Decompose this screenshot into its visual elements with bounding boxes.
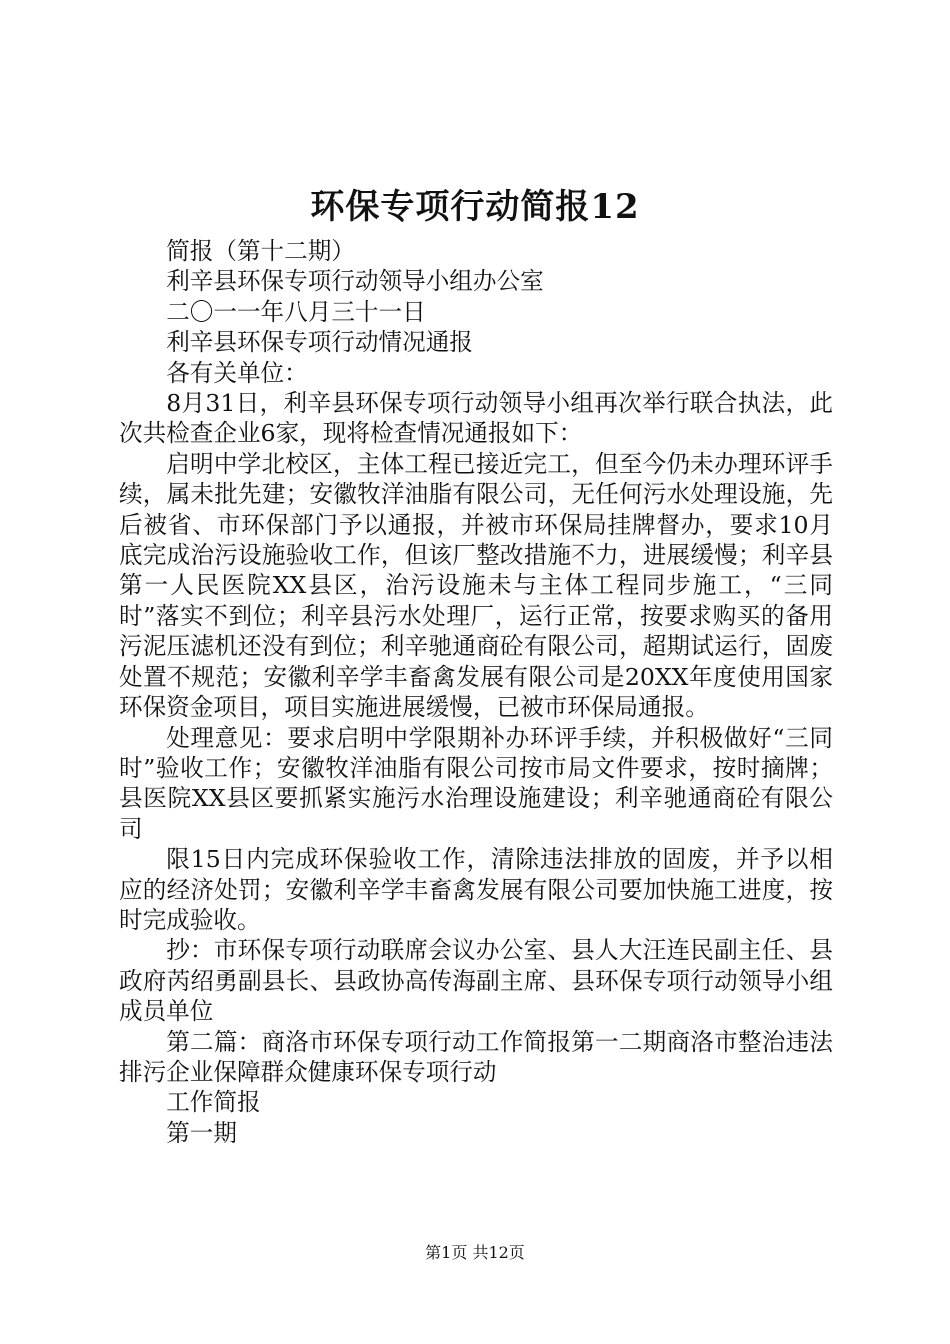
- paragraph: 启明中学北校区，主体工程已接近完工，但至今仍未办理环评手续，属未批先建；安徽牧洋油脂有限公司，无任何污水处理设施，先后被省、市环保部门予以通报，并被市环保局挂牌督办，要求10月底完成治污设施验收工作，但该厂整改措施不力，进展缓慢；利辛县第一人民医院XX县区，治污设施未与主体工程同步施工，“三同时”落实不到位；利辛县污水处理厂，运行正常，按要求购买的备用污泥压滤机还没有到位；利辛驰通商砼有限公司，超期试运行，固废处置不规范；安徽利辛学丰畜禽发展有限公司是20XX年度使用国家环保资金项目，项目实施进展缓慢，已被市环保局通报。: [119, 449, 833, 722]
- paragraph: 限15日内完成环保验收工作，清除违法排放的固废，并予以相应的经济处罚；安徽利辛学丰畜禽发展有限公司要加快施工进度，按时完成验收。: [119, 845, 833, 934]
- document-body: [119, 236, 833, 1148]
- paragraph: 简报（第十二期）: [166, 237, 355, 265]
- paragraph: 利辛县环保专项行动情况通报: [166, 328, 473, 357]
- paragraph: 第二篇：商洛市环保专项行动工作简报第一二期商洛市整治违法排污企业保障群众健康环保专项行动: [119, 1027, 833, 1086]
- paragraph: 第一期: [166, 1118, 237, 1147]
- paragraph: 二〇一一年八月三十一日: [166, 297, 426, 326]
- paragraph: 利辛县环保专项行动领导小组办公室: [166, 267, 544, 296]
- paragraph: 工作简报: [166, 1088, 261, 1117]
- paragraph: 各有关单位：: [166, 358, 308, 387]
- paragraph: 抄：市环保专项行动联席会议办公室、县人大汪连民副主任、县政府芮绍勇副县长、县政协高传海副主席、县环保专项行动领导小组成员单位: [119, 936, 833, 1026]
- paragraph: 8月31日，利辛县环保专项行动领导小组再次举行联合执法，此次共检查企业6家，现将检查情况通报如下：: [119, 389, 833, 448]
- paragraph: 处理意见：要求启明中学限期补办环评手续，并积极做好“三同时”验收工作；安徽牧洋油脂有限公司按市局文件要求，按时摘牌；县医院XX县区要抓紧实施污水治理设施建设；利辛驰通商砼有限公司: [119, 723, 833, 843]
- document-title: 环保专项行动简报12: [310, 187, 640, 227]
- page-footer: 第1页 共12页: [425, 1243, 525, 1262]
